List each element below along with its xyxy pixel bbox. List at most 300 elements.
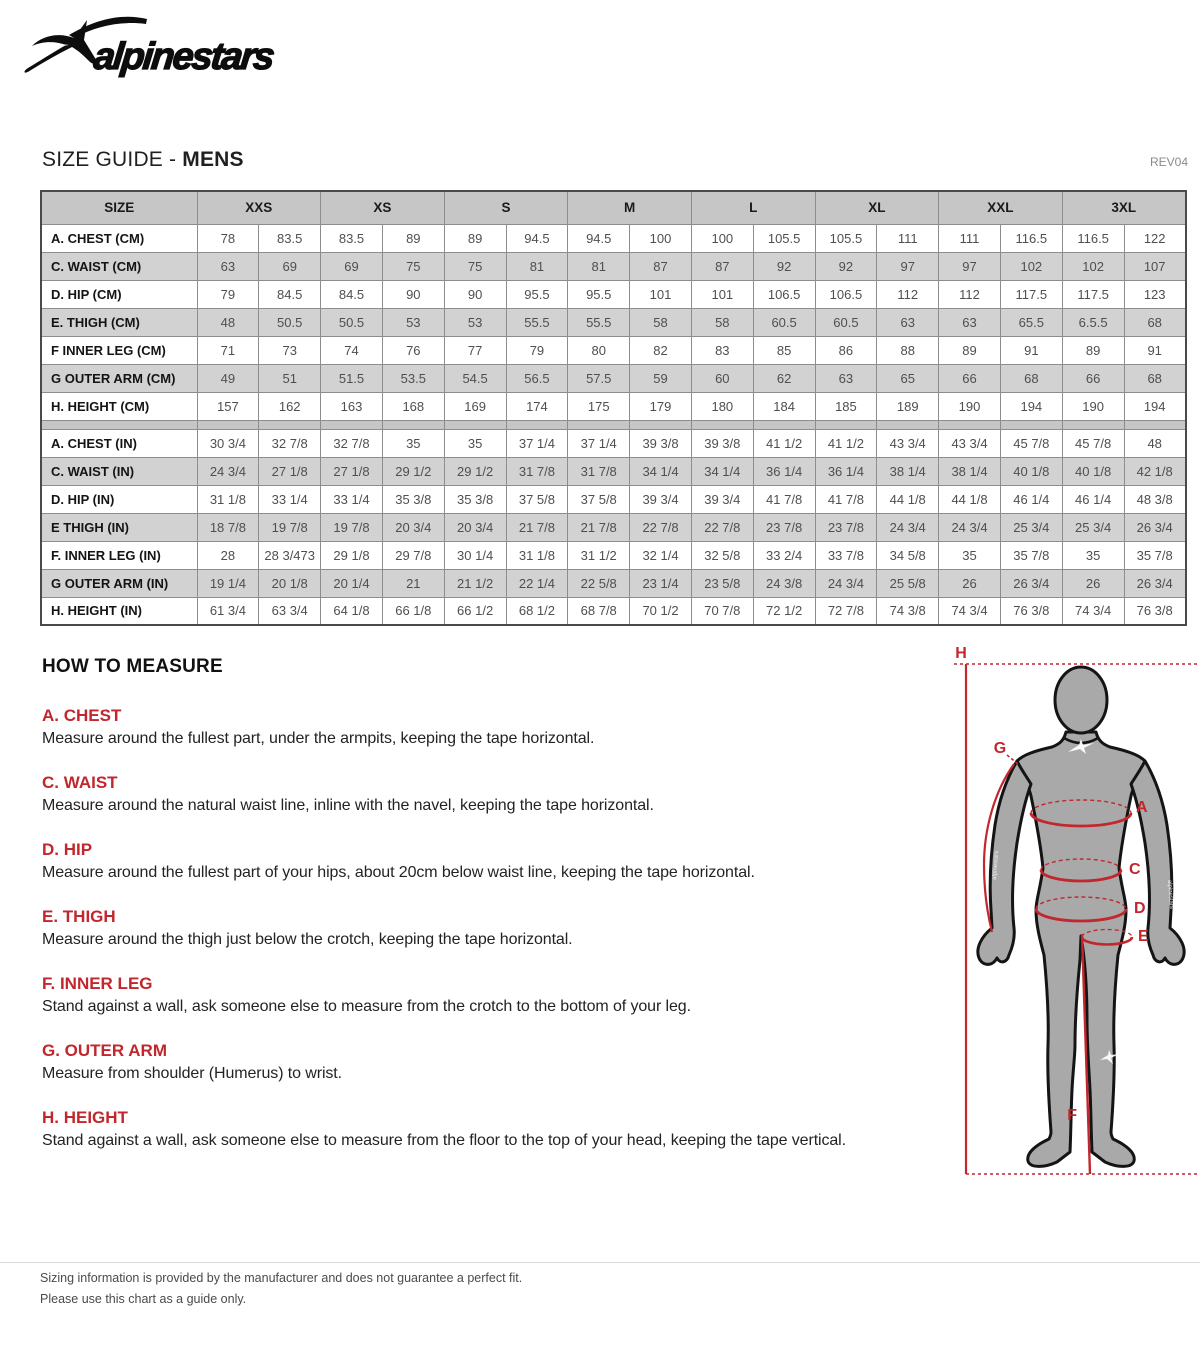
size-value-cell: 54.5: [444, 364, 506, 392]
size-value-cell: 27 1/8: [321, 457, 383, 485]
size-value-cell: 63: [815, 364, 877, 392]
brand-wordmark: alpinestars: [91, 36, 275, 78]
size-value-cell: 69: [321, 252, 383, 280]
measure-section: [42, 1041, 922, 1084]
size-value-cell: 44 1/8: [939, 485, 1001, 513]
size-value-cell: 39 3/4: [691, 485, 753, 513]
table-row: [41, 280, 1186, 308]
size-value-cell: 35: [1062, 541, 1124, 569]
size-value-cell: 95.5: [506, 280, 568, 308]
size-value-cell: 175: [568, 392, 630, 420]
size-value-cell: 106.5: [815, 280, 877, 308]
size-value-cell: 23 7/8: [815, 513, 877, 541]
size-value-cell: 87: [630, 252, 692, 280]
size-value-cell: 38 1/4: [939, 457, 1001, 485]
size-value-cell: 72 7/8: [815, 597, 877, 625]
size-value-cell: 89: [939, 336, 1001, 364]
body-silhouette: [1017, 732, 1145, 1166]
size-value-cell: 94.5: [568, 224, 630, 252]
size-value-cell: 75: [382, 252, 444, 280]
size-value-cell: 41 1/2: [753, 429, 815, 457]
size-value-cell: 41 7/8: [753, 485, 815, 513]
size-value-cell: 83.5: [321, 224, 383, 252]
size-col-header: XXL: [939, 191, 1063, 224]
row-label: C. WAIST (CM): [41, 252, 197, 280]
size-value-cell: 89: [1062, 336, 1124, 364]
size-value-cell: 189: [877, 392, 939, 420]
revision-label: REV04: [1149, 155, 1188, 169]
size-value-cell: 21 7/8: [506, 513, 568, 541]
measure-section: [42, 773, 922, 816]
size-value-cell: 63 3/4: [259, 597, 321, 625]
size-value-cell: 60.5: [815, 308, 877, 336]
size-value-cell: 185: [815, 392, 877, 420]
size-value-cell: 97: [877, 252, 939, 280]
size-value-cell: 194: [1124, 392, 1186, 420]
size-value-cell: 24 3/4: [815, 569, 877, 597]
row-label: D. HIP (IN): [41, 485, 197, 513]
size-value-cell: 79: [506, 336, 568, 364]
table-row: [41, 457, 1186, 485]
row-label: C. WAIST (IN): [41, 457, 197, 485]
size-value-cell: 41 1/2: [815, 429, 877, 457]
size-value-cell: 87: [691, 252, 753, 280]
size-value-cell: 6.5.5: [1062, 308, 1124, 336]
size-value-cell: 55.5: [568, 308, 630, 336]
measurement-figure: [930, 640, 1200, 1185]
size-value-cell: 91: [1000, 336, 1062, 364]
size-value-cell: 122: [1124, 224, 1186, 252]
size-value-cell: 41 7/8: [815, 485, 877, 513]
size-value-cell: 23 7/8: [753, 513, 815, 541]
size-value-cell: 66: [1062, 364, 1124, 392]
size-value-cell: 45 7/8: [1000, 429, 1062, 457]
size-value-cell: 77: [444, 336, 506, 364]
size-value-cell: 65.5: [1000, 308, 1062, 336]
size-value-cell: 21: [382, 569, 444, 597]
size-value-cell: 83.5: [259, 224, 321, 252]
size-value-cell: 169: [444, 392, 506, 420]
size-value-cell: 31 7/8: [568, 457, 630, 485]
size-value-cell: 25 3/4: [1000, 513, 1062, 541]
size-value-cell: 22 1/4: [506, 569, 568, 597]
row-label: A. CHEST (IN): [41, 429, 197, 457]
size-value-cell: 157: [197, 392, 259, 420]
size-value-cell: 62: [753, 364, 815, 392]
measure-section-text: Measure around the fullest part of your hips, about 20cm below waist line, keeping the tape horizontal.: [42, 864, 755, 881]
row-label: E. THIGH (CM): [41, 308, 197, 336]
size-value-cell: 190: [939, 392, 1001, 420]
size-value-cell: 33 2/4: [753, 541, 815, 569]
size-value-cell: 51.5: [321, 364, 383, 392]
size-value-cell: 88: [877, 336, 939, 364]
size-value-cell: 29 7/8: [382, 541, 444, 569]
size-value-cell: 48 3/8: [1124, 485, 1186, 513]
size-value-cell: 84.5: [259, 280, 321, 308]
figure-label-outer-arm: G: [993, 740, 1007, 757]
size-value-cell: 30 1/4: [444, 541, 506, 569]
size-value-cell: 63: [939, 308, 1001, 336]
size-col-header: M: [568, 191, 692, 224]
size-value-cell: 74 3/8: [877, 597, 939, 625]
measure-section-heading: D. HIP: [42, 840, 93, 859]
size-value-cell: 86: [815, 336, 877, 364]
size-value-cell: 39 3/4: [630, 485, 692, 513]
size-value-cell: 80: [568, 336, 630, 364]
size-value-cell: 26: [1062, 569, 1124, 597]
size-value-cell: 33 7/8: [815, 541, 877, 569]
size-value-cell: 48: [197, 308, 259, 336]
size-value-cell: 69: [259, 252, 321, 280]
size-value-cell: 82: [630, 336, 692, 364]
size-value-cell: 90: [444, 280, 506, 308]
size-value-cell: 100: [691, 224, 753, 252]
size-value-cell: 58: [630, 308, 692, 336]
measure-section-text: Measure from shoulder (Humerus) to wrist.: [42, 1065, 342, 1082]
size-col-header: XXS: [197, 191, 321, 224]
size-value-cell: 163: [321, 392, 383, 420]
table-row: [41, 308, 1186, 336]
size-value-cell: 49: [197, 364, 259, 392]
size-value-cell: 174: [506, 392, 568, 420]
size-value-cell: 168: [382, 392, 444, 420]
figure-label-hip: D: [1134, 900, 1146, 917]
measure-section-text: Measure around the natural waist line, inline with the navel, keeping the tape horizontal.: [42, 797, 654, 814]
size-value-cell: 22 5/8: [568, 569, 630, 597]
size-value-cell: 35: [444, 429, 506, 457]
measure-section-heading: H. HEIGHT: [42, 1108, 128, 1127]
size-corner-header: SIZE: [41, 191, 197, 224]
size-value-cell: 180: [691, 392, 753, 420]
size-value-cell: 61 3/4: [197, 597, 259, 625]
size-value-cell: 97: [939, 252, 1001, 280]
size-value-cell: 24 3/4: [877, 513, 939, 541]
size-value-cell: 117.5: [1000, 280, 1062, 308]
outer-arm-tick: [1007, 755, 1018, 764]
size-value-cell: 89: [382, 224, 444, 252]
size-value-cell: 39 3/8: [630, 429, 692, 457]
size-value-cell: 36 1/4: [753, 457, 815, 485]
size-value-cell: 35 3/8: [444, 485, 506, 513]
size-value-cell: 100: [630, 224, 692, 252]
row-label: H. HEIGHT (CM): [41, 392, 197, 420]
size-value-cell: 89: [444, 224, 506, 252]
row-label: F. INNER LEG (IN): [41, 541, 197, 569]
figure-label-thigh: E: [1138, 928, 1149, 945]
size-value-cell: 79: [197, 280, 259, 308]
figure-label-chest: A: [1136, 799, 1148, 816]
disclaimer-line-1: Sizing information is provided by the manufacturer and does not guarantee a perfect fit.: [40, 1271, 523, 1285]
size-value-cell: 74 3/4: [1062, 597, 1124, 625]
size-value-cell: 106.5: [753, 280, 815, 308]
size-value-cell: 48: [1124, 429, 1186, 457]
size-value-cell: 70 7/8: [691, 597, 753, 625]
size-col-header: L: [691, 191, 815, 224]
size-value-cell: 19 1/4: [197, 569, 259, 597]
table-row: [41, 597, 1186, 625]
size-value-cell: 83: [691, 336, 753, 364]
size-value-cell: 29 1/8: [321, 541, 383, 569]
table-row: [41, 541, 1186, 569]
size-value-cell: 92: [815, 252, 877, 280]
size-value-cell: 116.5: [1000, 224, 1062, 252]
size-value-cell: 105.5: [753, 224, 815, 252]
size-value-cell: 31 1/2: [568, 541, 630, 569]
svg-text:alpinestars: alpinestars: [992, 850, 1001, 881]
size-value-cell: 116.5: [1062, 224, 1124, 252]
row-label: D. HIP (CM): [41, 280, 197, 308]
figure-label-inner-leg: F: [1067, 1107, 1077, 1124]
measure-section-text: Measure around the thigh just below the crotch, keeping the tape horizontal.: [42, 931, 573, 948]
table-row: [41, 336, 1186, 364]
size-value-cell: 43 3/4: [877, 429, 939, 457]
size-value-cell: 51: [259, 364, 321, 392]
size-value-cell: 36 1/4: [815, 457, 877, 485]
size-value-cell: 112: [877, 280, 939, 308]
size-value-cell: 39 3/8: [691, 429, 753, 457]
size-value-cell: 35 7/8: [1124, 541, 1186, 569]
size-value-cell: 117.5: [1062, 280, 1124, 308]
size-value-cell: 46 1/4: [1062, 485, 1124, 513]
size-value-cell: 57.5: [568, 364, 630, 392]
table-row: [41, 569, 1186, 597]
measure-section-text: Stand against a wall, ask someone else to measure from the floor to the top of your head, keeping the tape vertical.: [42, 1132, 846, 1149]
measure-section-text: Measure around the fullest part, under the armpits, keeping the tape horizontal.: [42, 730, 595, 747]
size-value-cell: 85: [753, 336, 815, 364]
size-col-header: XS: [321, 191, 445, 224]
size-col-header: 3XL: [1062, 191, 1186, 224]
size-value-cell: 34 5/8: [877, 541, 939, 569]
disclaimer-line-2: Please use this chart as a guide only.: [40, 1291, 247, 1306]
size-value-cell: 50.5: [321, 308, 383, 336]
size-value-cell: 75: [444, 252, 506, 280]
measure-section: [42, 1108, 922, 1151]
size-value-cell: 32 5/8: [691, 541, 753, 569]
size-value-cell: 21 7/8: [568, 513, 630, 541]
size-value-cell: 78: [197, 224, 259, 252]
size-value-cell: 31 1/8: [506, 541, 568, 569]
row-label: F INNER LEG (CM): [41, 336, 197, 364]
size-value-cell: 72 1/2: [753, 597, 815, 625]
page-title-gender: MENS: [182, 148, 244, 171]
size-value-cell: 63: [877, 308, 939, 336]
size-value-cell: 37 1/4: [506, 429, 568, 457]
size-value-cell: 40 1/8: [1062, 457, 1124, 485]
size-value-cell: 56.5: [506, 364, 568, 392]
size-value-cell: 30 3/4: [197, 429, 259, 457]
size-value-cell: 74 3/4: [939, 597, 1001, 625]
size-value-cell: 18 7/8: [197, 513, 259, 541]
size-value-cell: 76 3/8: [1124, 597, 1186, 625]
size-value-cell: 73: [259, 336, 321, 364]
size-value-cell: 53: [444, 308, 506, 336]
size-value-cell: 50.5: [259, 308, 321, 336]
size-value-cell: 23 1/4: [630, 569, 692, 597]
size-value-cell: 26 3/4: [1124, 513, 1186, 541]
size-value-cell: 101: [691, 280, 753, 308]
size-value-cell: 19 7/8: [321, 513, 383, 541]
size-value-cell: 34 1/4: [691, 457, 753, 485]
size-table: [40, 190, 1187, 626]
figure-label-waist: C: [1129, 861, 1141, 878]
size-value-cell: 32 7/8: [259, 429, 321, 457]
table-row: [41, 392, 1186, 420]
size-value-cell: 94.5: [506, 224, 568, 252]
size-value-cell: 162: [259, 392, 321, 420]
size-value-cell: 37 5/8: [568, 485, 630, 513]
size-value-cell: 194: [1000, 392, 1062, 420]
page-title: [42, 148, 244, 172]
size-value-cell: 24 3/4: [197, 457, 259, 485]
how-to-measure: [42, 656, 922, 1175]
size-value-cell: 101: [630, 280, 692, 308]
size-value-cell: 60: [691, 364, 753, 392]
size-value-cell: 25 5/8: [877, 569, 939, 597]
size-value-cell: 90: [382, 280, 444, 308]
measure-section: [42, 907, 922, 950]
size-value-cell: 53: [382, 308, 444, 336]
size-value-cell: 68 7/8: [568, 597, 630, 625]
size-value-cell: 42 1/8: [1124, 457, 1186, 485]
measure-section: [42, 974, 922, 1017]
measure-section-heading: C. WAIST: [42, 773, 118, 792]
measure-section-heading: A. CHEST: [42, 706, 122, 725]
unit-separator-row: [41, 420, 1186, 429]
size-value-cell: 95.5: [568, 280, 630, 308]
size-value-cell: 33 1/4: [259, 485, 321, 513]
size-value-cell: 76 3/8: [1000, 597, 1062, 625]
size-value-cell: 35: [382, 429, 444, 457]
size-value-cell: 102: [1000, 252, 1062, 280]
size-value-cell: 92: [753, 252, 815, 280]
measure-section-text: Stand against a wall, ask someone else to measure from the crotch to the bottom of your leg.: [42, 998, 691, 1015]
size-value-cell: 22 7/8: [691, 513, 753, 541]
size-value-cell: 31 1/8: [197, 485, 259, 513]
size-value-cell: 55.5: [506, 308, 568, 336]
row-label: G OUTER ARM (IN): [41, 569, 197, 597]
size-col-header: S: [444, 191, 568, 224]
size-value-cell: 19 7/8: [259, 513, 321, 541]
size-value-cell: 111: [877, 224, 939, 252]
measure-section-heading: G. OUTER ARM: [42, 1041, 167, 1060]
table-row: [41, 485, 1186, 513]
size-value-cell: 65: [877, 364, 939, 392]
size-value-cell: 60.5: [753, 308, 815, 336]
head: [1055, 667, 1107, 733]
left-arm: [978, 761, 1031, 964]
size-value-cell: 190: [1062, 392, 1124, 420]
size-table-container: [40, 190, 1186, 626]
size-value-cell: 31 7/8: [506, 457, 568, 485]
measure-section-heading: E. THIGH: [42, 907, 116, 926]
row-label: A. CHEST (CM): [41, 224, 197, 252]
size-value-cell: 66 1/2: [444, 597, 506, 625]
size-value-cell: 107: [1124, 252, 1186, 280]
size-value-cell: 91: [1124, 336, 1186, 364]
size-value-cell: 74: [321, 336, 383, 364]
size-value-cell: 20 1/8: [259, 569, 321, 597]
size-value-cell: 58: [691, 308, 753, 336]
size-value-cell: 21 1/2: [444, 569, 506, 597]
size-value-cell: 44 1/8: [877, 485, 939, 513]
size-value-cell: 33 1/4: [321, 485, 383, 513]
size-value-cell: 45 7/8: [1062, 429, 1124, 457]
size-value-cell: 76: [382, 336, 444, 364]
size-value-cell: 68: [1124, 364, 1186, 392]
size-value-cell: 35 7/8: [1000, 541, 1062, 569]
size-value-cell: 37 5/8: [506, 485, 568, 513]
size-value-cell: 46 1/4: [1000, 485, 1062, 513]
size-value-cell: 66: [939, 364, 1001, 392]
table-row: [41, 513, 1186, 541]
size-value-cell: 111: [939, 224, 1001, 252]
size-value-cell: 32 1/4: [630, 541, 692, 569]
size-value-cell: 24 3/8: [753, 569, 815, 597]
size-value-cell: 26: [939, 569, 1001, 597]
size-value-cell: 68 1/2: [506, 597, 568, 625]
measure-sections: [42, 706, 922, 1151]
size-value-cell: 43 3/4: [939, 429, 1001, 457]
size-value-cell: 26 3/4: [1000, 569, 1062, 597]
size-value-cell: 63: [197, 252, 259, 280]
measure-section: [42, 706, 922, 749]
size-value-cell: 105.5: [815, 224, 877, 252]
how-to-measure-title: HOW TO MEASURE: [42, 656, 223, 677]
size-value-cell: 68: [1124, 308, 1186, 336]
svg-text:alpinestars: alpinestars: [1166, 879, 1175, 910]
size-value-cell: 24 3/4: [939, 513, 1001, 541]
size-col-header: XL: [815, 191, 939, 224]
size-value-cell: 27 1/8: [259, 457, 321, 485]
size-value-cell: 112: [939, 280, 1001, 308]
size-table-header-row: [41, 191, 1186, 224]
size-value-cell: 37 1/4: [568, 429, 630, 457]
size-value-cell: 35: [939, 541, 1001, 569]
size-value-cell: 28 3/473: [259, 541, 321, 569]
size-value-cell: 22 7/8: [630, 513, 692, 541]
disclaimer: [40, 1268, 522, 1309]
size-value-cell: 81: [568, 252, 630, 280]
size-value-cell: 38 1/4: [877, 457, 939, 485]
size-value-cell: 23 5/8: [691, 569, 753, 597]
size-value-cell: 70 1/2: [630, 597, 692, 625]
size-value-cell: 20 3/4: [444, 513, 506, 541]
size-value-cell: 59: [630, 364, 692, 392]
size-value-cell: 20 1/4: [321, 569, 383, 597]
size-value-cell: 20 3/4: [382, 513, 444, 541]
size-value-cell: 29 1/2: [444, 457, 506, 485]
size-value-cell: 123: [1124, 280, 1186, 308]
size-value-cell: 66 1/8: [382, 597, 444, 625]
row-label: H. HEIGHT (IN): [41, 597, 197, 625]
alpinestars-logo: [22, 10, 322, 82]
size-value-cell: 28: [197, 541, 259, 569]
size-value-cell: 40 1/8: [1000, 457, 1062, 485]
size-value-cell: 102: [1062, 252, 1124, 280]
footer-divider: [0, 1262, 1200, 1263]
page-title-prefix: SIZE GUIDE -: [42, 148, 183, 171]
row-label: E THIGH (IN): [41, 513, 197, 541]
size-value-cell: 71: [197, 336, 259, 364]
size-value-cell: 53.5: [382, 364, 444, 392]
size-value-cell: 32 7/8: [321, 429, 383, 457]
table-row: [41, 224, 1186, 252]
size-value-cell: 84.5: [321, 280, 383, 308]
size-value-cell: 29 1/2: [382, 457, 444, 485]
size-value-cell: 68: [1000, 364, 1062, 392]
table-row: [41, 429, 1186, 457]
size-value-cell: 26 3/4: [1124, 569, 1186, 597]
